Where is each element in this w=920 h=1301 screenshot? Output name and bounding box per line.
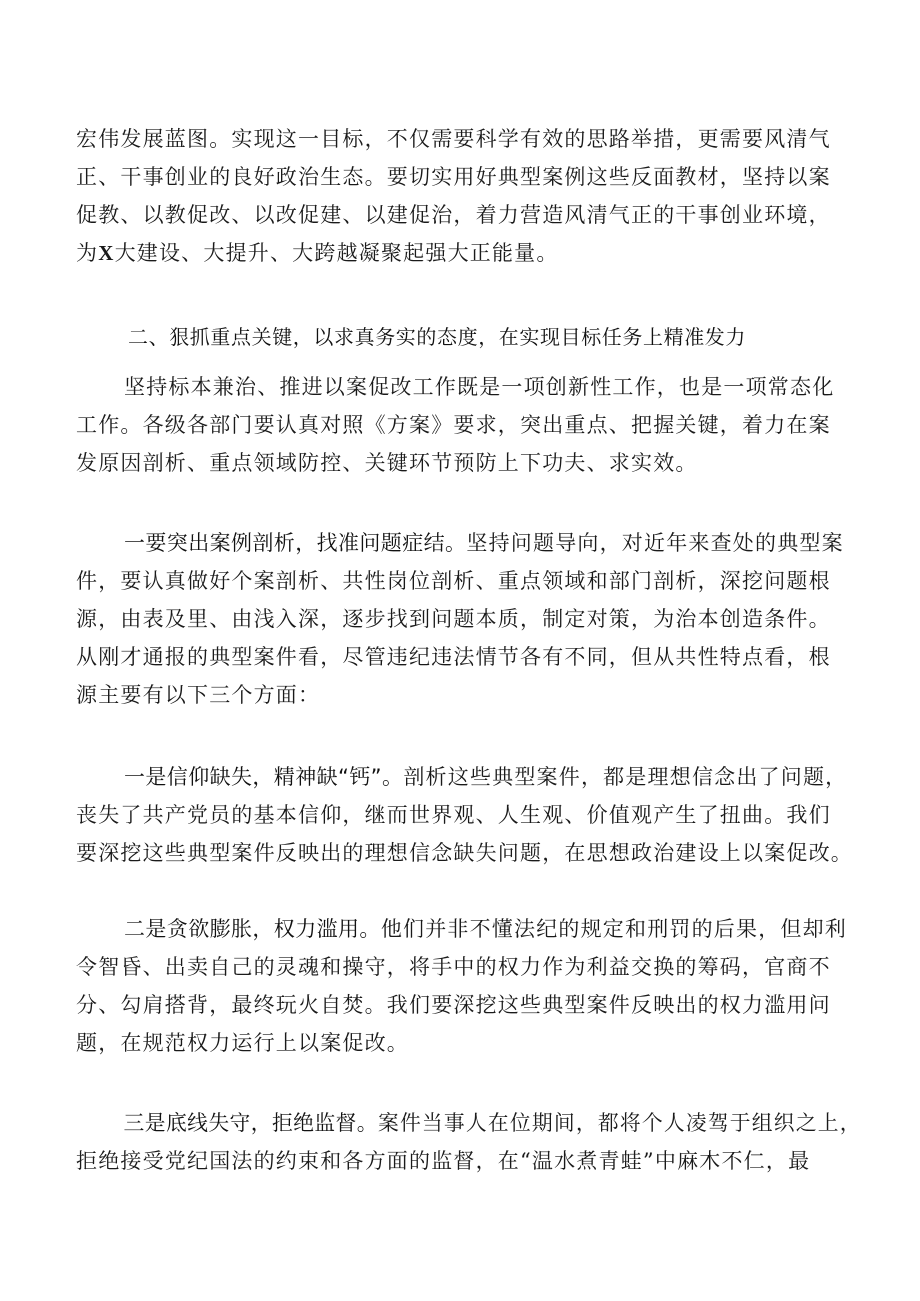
- text-line-first: 坚持标本兼治、推进以案促改工作既是一项创新性工作，也是一项常态化: [124, 375, 835, 399]
- paragraph-1: [76, 120, 862, 272]
- paragraph-5: [76, 758, 862, 872]
- text-line: 促教、以教促改、以改促建、以建促治，着力营造风清气正的干事创业环境，: [76, 203, 831, 227]
- text-line: 令智昏、出卖自己的灵魂和操守，将手中的权力作为利益交换的筹码，官商不: [76, 955, 831, 979]
- text-segment: 大建设、大提升、大跨越凝聚起强大正能量。: [114, 241, 559, 265]
- text-line: 宏伟发展蓝图。实现这一目标，不仅需要科学有效的思路举措，更需要风清气: [76, 127, 831, 151]
- text-line: 件，要认真做好个案剖析、共性岗位剖析、重点领域和部门剖析，深挖问题根: [76, 569, 831, 593]
- paragraph-lead: 一要突出案例剖析，找准问题症结。: [124, 531, 467, 555]
- placeholder-x: X: [98, 241, 115, 265]
- text-line: 源，由表及里、由浅入深，逐步找到问题本质，制定对策，为治本创造条件。: [76, 607, 831, 631]
- paragraph-lead: 二是贪欲膨胀，权力滥用。: [124, 917, 381, 941]
- paragraph-lead: 一是信仰缺失，精神缺“钙”。: [124, 765, 404, 789]
- text-line: 源主要有以下三个方面：: [76, 683, 321, 707]
- text-line-first: [76, 524, 862, 562]
- paragraph-7: [76, 1104, 862, 1180]
- paragraph-lead: 三是底线失守，拒绝监督。: [123, 1111, 378, 1135]
- paragraph-6: [76, 910, 862, 1062]
- text-segment: 坚持问题导向，对近年来查处的典型案: [466, 531, 844, 555]
- text-segment: 剖析这些典型案件，都是理想信念出了问题，: [403, 765, 848, 789]
- text-segment: 案件当事人在位期间，都将个人凌驾于组织之上，: [377, 1111, 862, 1135]
- text-line: 题，在规范权力运行上以案促改。: [76, 1031, 409, 1055]
- paragraph-3: [76, 368, 862, 482]
- text-segment: 为: [76, 241, 99, 265]
- section-heading-block: [76, 318, 862, 356]
- text-segment: 他们并非不懂法纪的规定和刑罚的后果，但却利: [380, 917, 848, 941]
- section-heading: 二、狠抓重点关键，以求真务实的态度，在实现目标任务上精准发力: [128, 325, 746, 349]
- text-line: 要深挖这些典型案件反映出的理想信念缺失问题，在思想政治建设上以案促改。: [76, 841, 853, 865]
- text-line-first: [76, 758, 862, 796]
- text-line: 拒绝接受党纪国法的约束和各方面的监督，在“温水煮青蛙”中麻木不仁，最: [76, 1149, 811, 1173]
- text-line: 分、勾肩搭背，最终玩火自焚。我们要深挖这些典型案件反映出的权力滥用问: [76, 993, 831, 1017]
- text-line: 发原因剖析、重点领域防控、关键环节预防上下功夫、求实效。: [76, 451, 698, 475]
- paragraph-4: [76, 524, 862, 714]
- text-line-last: [76, 234, 862, 272]
- text-line: 工作。各级各部门要认真对照《方案》要求，突出重点、把握关键，着力在案: [76, 413, 831, 437]
- text-line: 从刚才通报的典型案件看，尽管违纪违法情节各有不同，但从共性特点看，根: [76, 645, 831, 669]
- text-line: 丧失了共产党员的基本信仰，继而世界观、人生观、价值观产生了扭曲。我们: [76, 803, 831, 827]
- text-line-first: [76, 1104, 910, 1142]
- text-line-first: [76, 910, 862, 948]
- text-line: 正、干事创业的良好政治生态。要切实用好典型案例这些反面教材，坚持以案: [76, 165, 831, 189]
